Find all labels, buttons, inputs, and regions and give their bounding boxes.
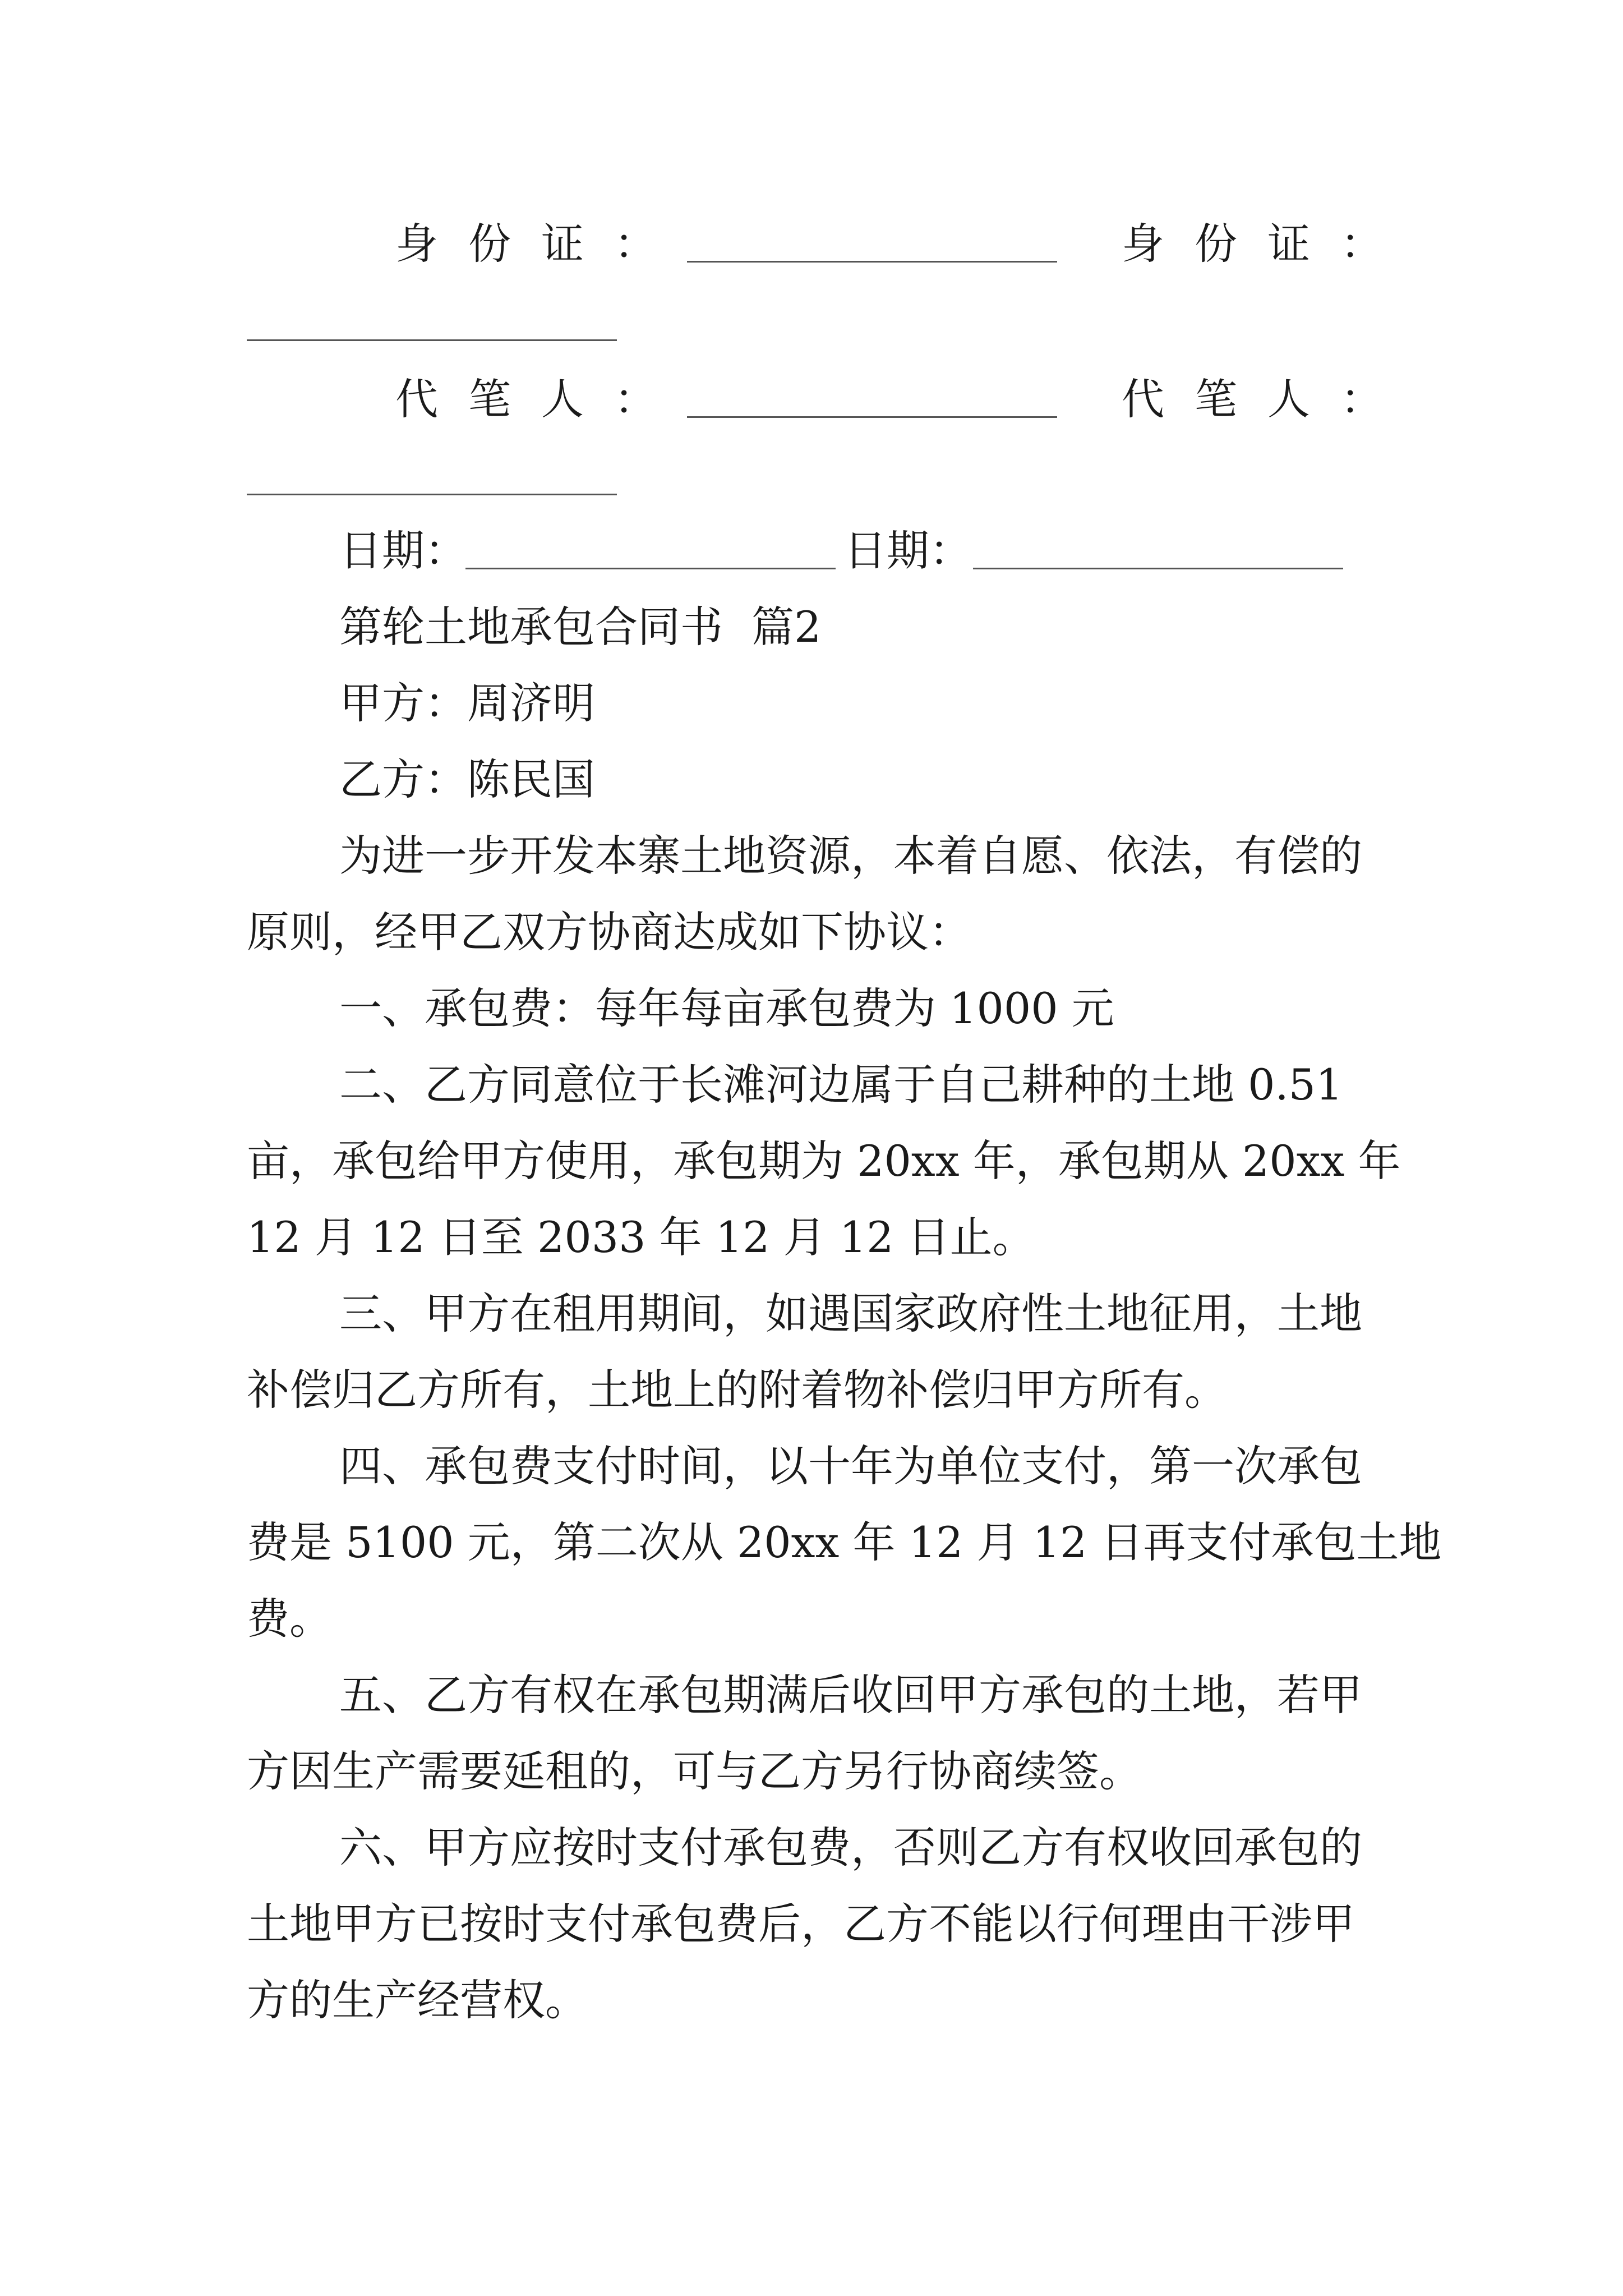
id-card-label-left: 身份证： — [395, 219, 687, 269]
section-heading — [0, 599, 1623, 655]
paragraph-line — [0, 1286, 1623, 1342]
clause-2-text: 亩，承包给甲方使用，承包期为 20xx 年，承包期从 20xx 年 — [247, 1136, 1401, 1186]
party-a-line — [0, 675, 1623, 731]
paragraph-line — [0, 1972, 1623, 2028]
paragraph-line — [0, 1057, 1623, 1113]
date-label-left: 日期： — [339, 526, 467, 576]
clause-6-text: 土地甲方已按时支付承包费后，乙方不能以行何理由干涉甲 — [247, 1899, 1355, 1949]
date-label-right: 日期： — [844, 526, 972, 576]
paragraph-line — [0, 1209, 1623, 1266]
paragraph-line — [0, 981, 1623, 1037]
party-b-line — [0, 752, 1623, 808]
clause-3-text: 三、甲方在租用期间，如遇国家政府性土地征用，土地 — [339, 1289, 1362, 1338]
paragraph-line — [0, 828, 1623, 884]
id-card-blank-left — [687, 261, 1057, 263]
agent-blank-right — [247, 494, 617, 495]
id-card-label-right: 身份证： — [1122, 219, 1413, 269]
paragraph-line — [0, 904, 1623, 960]
agent-label-left: 代笔人： — [395, 374, 687, 424]
intro-text: 为进一步开发本寨土地资源，本着自愿、依法，有偿的 — [339, 831, 1362, 881]
paragraph-line — [0, 1591, 1623, 1647]
section-title: 第轮土地承包合同书 — [339, 602, 723, 652]
paragraph-line — [0, 1133, 1623, 1189]
clause-4-text: 费是 5100 元，第二次从 20xx 年 12 月 12 日再支付承包土地 — [247, 1517, 1442, 1567]
clause-6-text: 六、甲方应按时支付承包费，否则乙方有权收回承包的 — [339, 1823, 1362, 1872]
agent-row — [0, 371, 1623, 427]
date-blank-left — [465, 568, 836, 569]
agent-label-right: 代笔人： — [1122, 374, 1413, 424]
clause-1-text: 一、承包费：每年每亩承包费为 1000 元 — [339, 983, 1114, 1033]
paragraph-line — [0, 1438, 1623, 1494]
paragraph-line — [0, 1896, 1623, 1952]
paragraph-line — [0, 1743, 1623, 1800]
paragraph-line — [0, 1820, 1623, 1876]
date-blank-right — [973, 568, 1343, 569]
clause-4-text: 四、承包费支付时间，以十年为单位支付，第一次承包 — [339, 1441, 1362, 1491]
clause-5-text: 五、乙方有权在承包期满后收回甲方承包的土地，若甲 — [339, 1670, 1362, 1720]
id-card-row — [0, 216, 1623, 272]
clause-4-text: 费。 — [247, 1594, 332, 1644]
paragraph-line — [0, 1667, 1623, 1723]
party-b: 乙方：陈民国 — [339, 754, 595, 804]
clause-6-text: 方的生产经营权。 — [247, 1975, 588, 2025]
clause-3-text: 补偿归乙方所有，土地上的附着物补偿归甲方所有。 — [247, 1365, 1227, 1415]
clause-2-text: 二、乙方同意位于长滩河边属于自己耕种的土地 0.51 — [339, 1060, 1343, 1110]
clause-5-text: 方因生产需要延租的，可与乙方另行协商续签。 — [247, 1746, 1142, 1796]
intro-text: 原则，经甲乙双方协商达成如下协议： — [247, 907, 971, 957]
id-card-blank-right — [247, 339, 617, 341]
party-a: 甲方：周济明 — [339, 678, 595, 728]
paragraph-line — [0, 1362, 1623, 1418]
section-number: 篇2 — [751, 602, 822, 652]
agent-blank-left — [687, 416, 1057, 418]
clause-2-text: 12 月 12 日至 2033 年 12 月 12 日止。 — [247, 1212, 1035, 1262]
date-row — [0, 523, 1623, 579]
paragraph-line — [0, 1515, 1623, 1571]
